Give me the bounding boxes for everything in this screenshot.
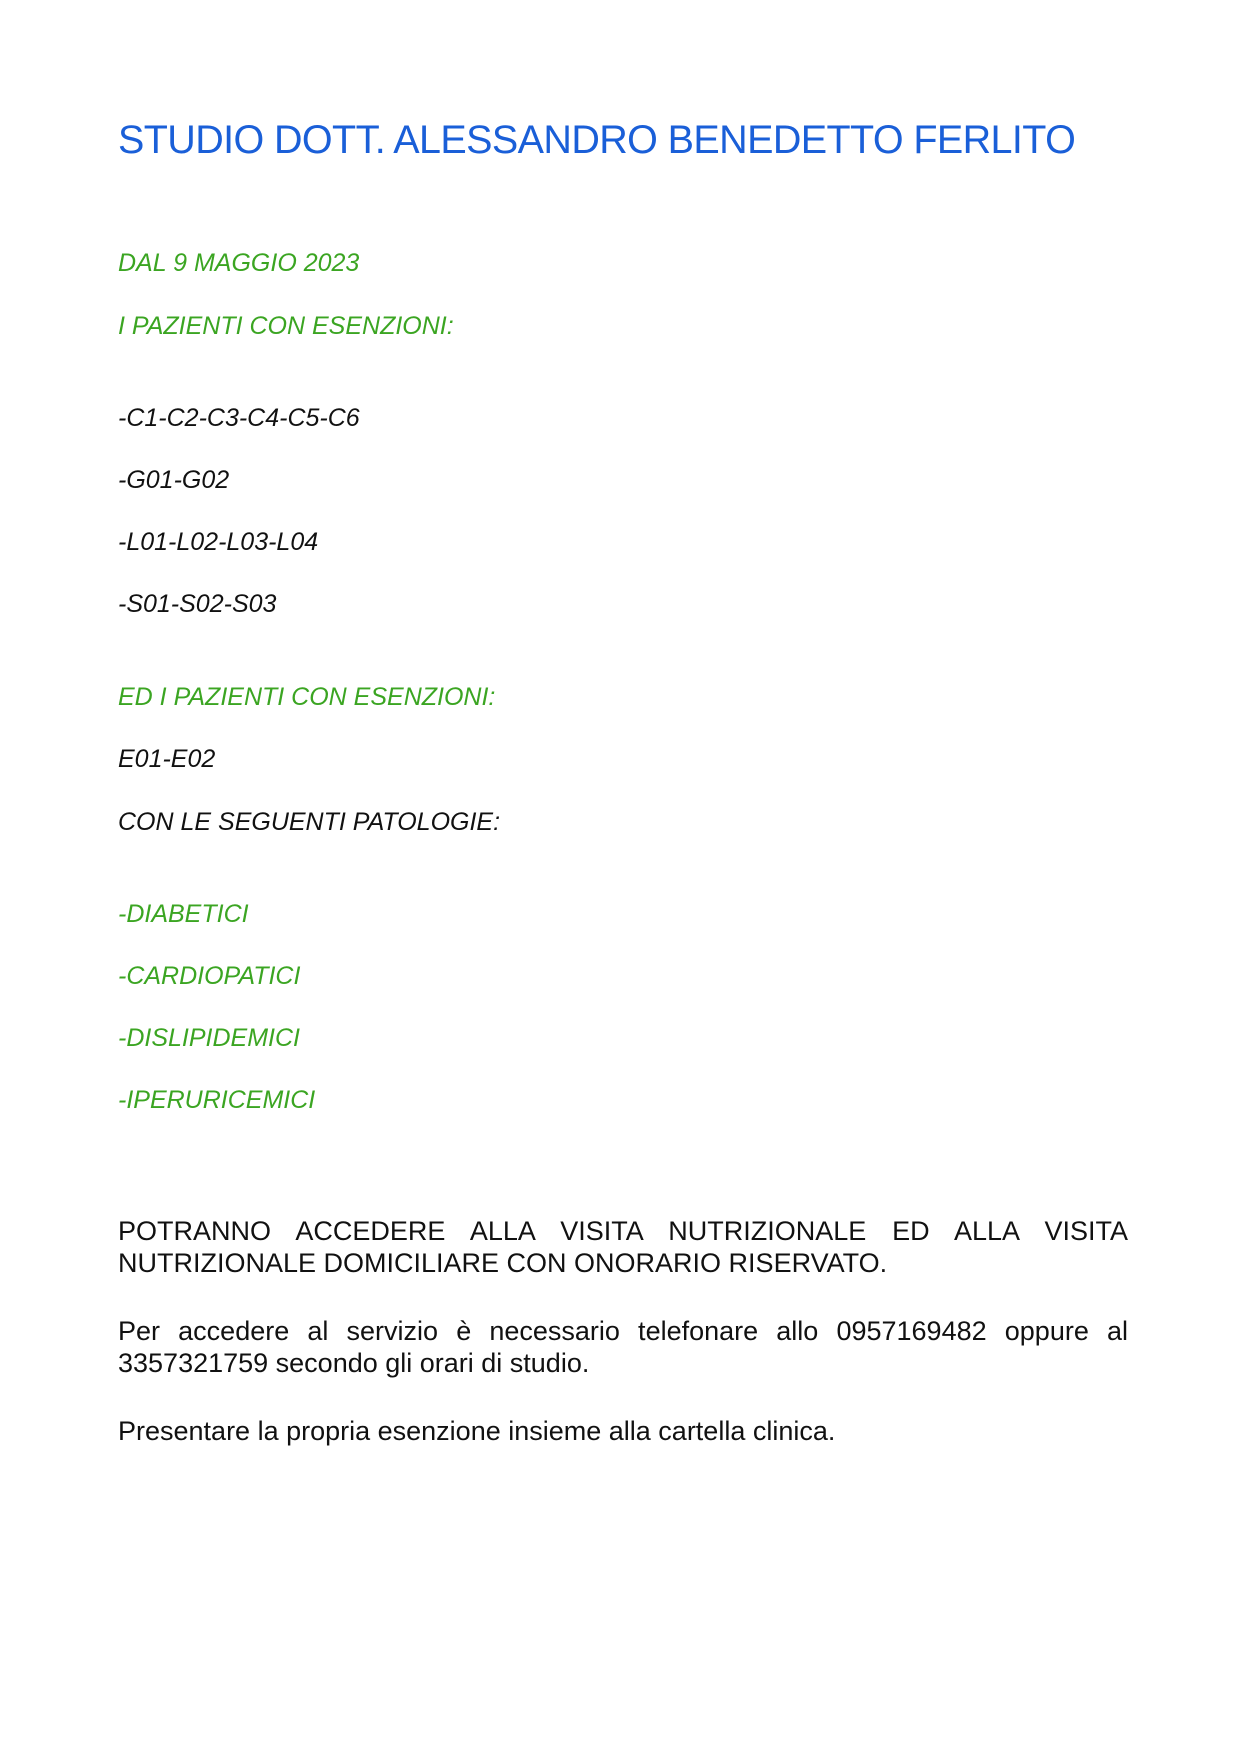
pathology-item: -DIABETICI [118,900,249,928]
pathologies-heading: CON LE SEGUENTI PATOLOGIE: [118,808,501,836]
access-paragraph: POTRANNO ACCEDERE ALLA VISITA NUTRIZIONALE ED ALLA VISITA NUTRIZIONALE DOMICILIARE CON ONORARIO RISERVATO. [118,1216,1128,1278]
exemption-code-line: -C1-C2-C3-C4-C5-C6 [118,404,360,432]
contact-paragraph: Per accedere al servizio è necessario telefonare allo 0957169482 oppure al 3357321759 secondo gli orari di studio. [118,1316,1128,1378]
date-line: DAL 9 MAGGIO 2023 [118,249,360,277]
page-title: STUDIO DOTT. ALESSANDRO BENEDETTO FERLITO [118,118,1076,162]
exemption-code-line: -G01-G02 [118,466,230,494]
closing-paragraph: Presentare la propria esenzione insieme alla cartella clinica. [118,1416,836,1446]
additional-patients-heading: ED I PAZIENTI CON ESENZIONI: [118,683,496,711]
exemption-code-line: -L01-L02-L03-L04 [118,528,319,556]
exemption-code-line: -S01-S02-S03 [118,590,277,618]
pathology-item: -CARDIOPATICI [118,962,301,990]
patients-heading: I PAZIENTI CON ESENZIONI: [118,312,454,340]
pathology-item: -IPERURICEMICI [118,1086,316,1114]
additional-exemption-codes: E01-E02 [118,745,216,773]
pathology-item: -DISLIPIDEMICI [118,1024,300,1052]
